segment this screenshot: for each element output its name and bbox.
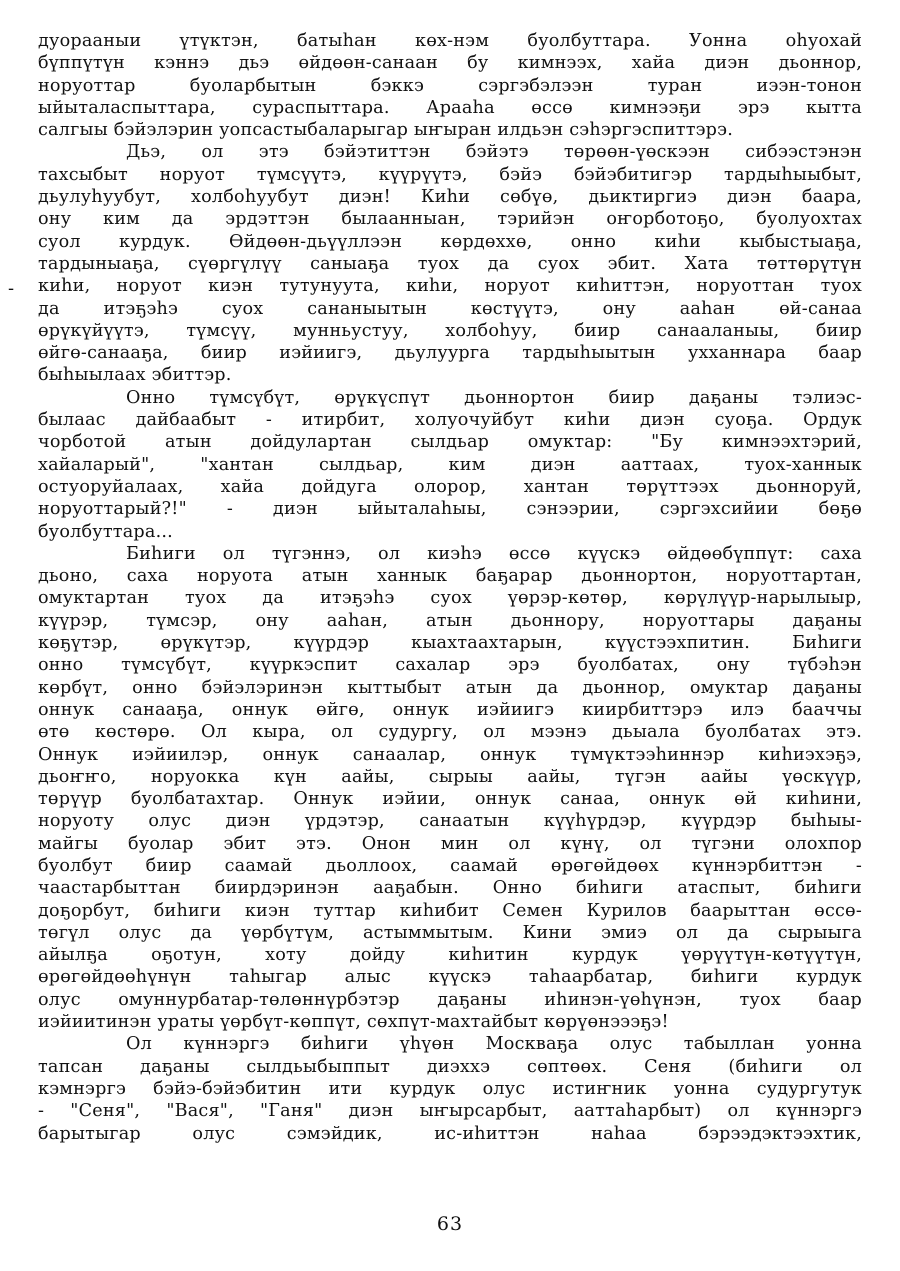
text-line: остуоруйалаах, хайа дойдуга олорор, хантан төрүттээх дьонноруй, xyxy=(38,476,862,497)
text-line: хайаларый", "хантан сылдьар, ким диэн ааттаах, туох-ханнык xyxy=(38,454,862,475)
paragraph xyxy=(38,141,862,386)
text-line: онно түмсүбүт, күүркэспит сахалар эрэ буолбатах, ону түбэһэн xyxy=(38,655,862,676)
text-line: - "Сеня", "Вася", "Ганя" диэн ыҥырсарбыт, ааттаһарбыт) ол күннэргэ xyxy=(38,1101,862,1122)
paragraph xyxy=(38,30,862,141)
text-line: омуктартан туох да итэҕэһэ суох үөрэр-көтөр, көрүлүүр-нарылыыр, xyxy=(38,588,862,609)
text-line: норуоту олус диэн үрдэтэр, санаатын күүһүрдэр, күүрдэр быһыы- xyxy=(38,811,862,832)
text-line: суол курдук. Өйдөөн-дьүүллээн көрдөххө, онно киһи кыбыстыаҕа, xyxy=(38,231,862,252)
text-line: Дьэ, ол этэ бэйэтиттэн бэйэтэ төрөөн-үөскээн сибээстэнэн xyxy=(126,142,862,163)
text-line: өйгө-санааҕа, биир иэйиигэ, дьулуурга тардыһыытын ухханнара баар xyxy=(38,343,862,364)
text-line: оннук санааҕа, оннук өйгө, оннук иэйиигэ киирбиттэрэ илэ бааччы xyxy=(38,699,862,720)
text-line: тахсыбыт норуот түмсүүтэ, күүрүүтэ, бэйэ бэйэбитигэр тардыһыыбыт, xyxy=(38,164,862,185)
text-line: тардыныаҕа, сүөргүлүү саныаҕа туох да суох эбит. Хата төттөрүтүн xyxy=(38,253,862,274)
text-line: дьулуһуубут, холбоһуубут диэн! Киһи сөбүө, дьиктиргиэ диэн баара, xyxy=(38,187,862,208)
text-line: дьоно, саха норуота атын ханнык баҕарар дьоннортон, норуоттартан, xyxy=(38,566,862,587)
paragraph xyxy=(38,543,862,1034)
text-line: иэйиитинэн ураты үөрбүт-көппүт, сөхпүт-махтайбыт көрүөнэээҕэ! xyxy=(38,1012,669,1033)
text-line: ыйыталаспыттара, сураспыттара. Арааһа өссө кимнээҕи эрэ кытта xyxy=(38,97,862,118)
text-line: Оннук иэйиилэр, оннук санаалар, оннук түмүктээһиннэр киһиэхэҕэ, xyxy=(38,744,862,765)
paragraph xyxy=(38,1033,862,1144)
text-line: чаастарбыттан биирдэринэн ааҕабын. Онно биһиги атаспыт, биһиги xyxy=(38,878,862,899)
text-line: дуорааныи үтүктэн, батыһан көх-нэм буолбуттара. Уонна оһуохай xyxy=(38,31,862,51)
text-line: майгы буолар эбит этэ. Онон мин ол күнү, ол түгэни олохпор xyxy=(38,833,862,854)
text-line: барытыгар олус сэмэйдик, ис-иһиттэн наһаа бэрээдэктээхтик, xyxy=(38,1123,862,1144)
text-line: күүрэр, түмсэр, ону ааһан, атын дьоннору, норуоттары даҕаны xyxy=(38,610,862,631)
text-line: Биһиги ол түгэннэ, ол киэһэ өссө күүскэ өйдөөбүппүт: саха xyxy=(126,543,862,564)
paragraph xyxy=(38,387,862,543)
page-number: 63 xyxy=(436,1213,464,1235)
text-line: да итэҕэһэ суох сананыытын көстүүтэ, ону ааһан өй-санаа xyxy=(38,298,862,319)
text-line: төрүүр буолбатахтар. Оннук иэйии, оннук санаа, оннук өй киһини, xyxy=(38,789,862,810)
text-line: быһыылаах эбиттэр. xyxy=(38,365,232,386)
body-text xyxy=(38,30,862,1145)
text-line: айылҕа оҕотун, хоту дойду киһитин курдук үөрүүтүн-көтүүтүн, xyxy=(38,945,862,966)
text-line: чорботой атын дойдулартан сылдьар омуктар: "Бу кимнээхтэрий, xyxy=(38,432,862,453)
text-line: норуоттар буоларбытын бэккэ сэргэбэлээн туран иээн-тонон xyxy=(38,75,862,96)
margin-mark: - xyxy=(8,278,15,299)
text-line: өрөгөйдөөһүнүн таһыгар алыс күүскэ таһаарбатар, биһиги курдук xyxy=(38,967,862,988)
text-line: өтө көстөрө. Ол кыра, ол судургу, ол мээнэ дьыала буолбатах этэ. xyxy=(38,722,862,743)
text-line: төгүл олус да үөрбүтүм, астыммытым. Кини эмиэ ол да сырыыга xyxy=(38,922,862,943)
text-line: көрбүт, онно бэйэлэринэн кыттыбыт атын да дьоннор, омуктар даҕаны xyxy=(38,677,862,698)
text-line: доҕорбут, биһиги киэн туттар киһибит Семен Курилов баарыттан өссө- xyxy=(38,900,862,921)
text-line: дьоҥҥо, норуокка күн аайы, сырыы аайы, түгэн аайы үөскүүр, xyxy=(38,766,862,787)
text-line: буолбуттара... xyxy=(38,521,173,542)
text-line: олус омуннурбатар-төлөннүрбэтэр даҕаны иһинэн-үөһүнэн, туох баар xyxy=(38,989,862,1010)
text-line: тапсан даҕаны сылдьыбыппыт диэххэ сөптөөх. Сеня (биһиги ол xyxy=(38,1056,862,1077)
text-line: норуоттарый?!" - диэн ыйыталаһыы, сэнээрии, сэргэхсийии бөҕө xyxy=(38,499,862,520)
text-line: көҕүтэр, өрүкүтэр, күүрдэр кыахтаахтарын, күүстээхпитин. Биһиги xyxy=(38,633,862,654)
text-line: салгыы бэйэлэрин уопсастыбаларыгар ыҥыран илдьэн сэһэргэспиттэрэ. xyxy=(38,120,733,141)
text-line: ону ким да эрдэттэн былаанныан, тэрийэн оҥорботоҕо, буолуохтах xyxy=(38,209,862,230)
text-line: киһи, норуот киэн тутунуута, киһи, норуот киһиттэн, норуоттан туох xyxy=(38,276,862,297)
text-line: бүппүтүн кэннэ дьэ өйдөөн-санаан бу кимнээх, хайа диэн дьоннор, xyxy=(38,53,862,74)
text-line: былаас дайбаабыт - итирбит, холуочуйбут киһи диэн суоҕа. Ордук xyxy=(38,410,862,431)
text-line: Ол күннэргэ биһиги үһүөн Москваҕа олус табыллан уонна xyxy=(126,1034,862,1055)
text-line: буолбут биир саамай дьоллоох, саамай өрөгөйдөөх күннэрбиттэн - xyxy=(38,855,862,876)
text-line: өрүкүйүүтэ, түмсүү, мунньустуу, холбоһуу, биир санааланыы, биир xyxy=(38,320,862,341)
text-line: кэмнэргэ бэйэ-бэйэбитин ити курдук олус истиҥник уонна судургутук xyxy=(38,1078,862,1099)
text-line: Онно түмсүбүт, өрүкүспүт дьоннортон биир даҕаны тэлиэс- xyxy=(126,387,862,408)
